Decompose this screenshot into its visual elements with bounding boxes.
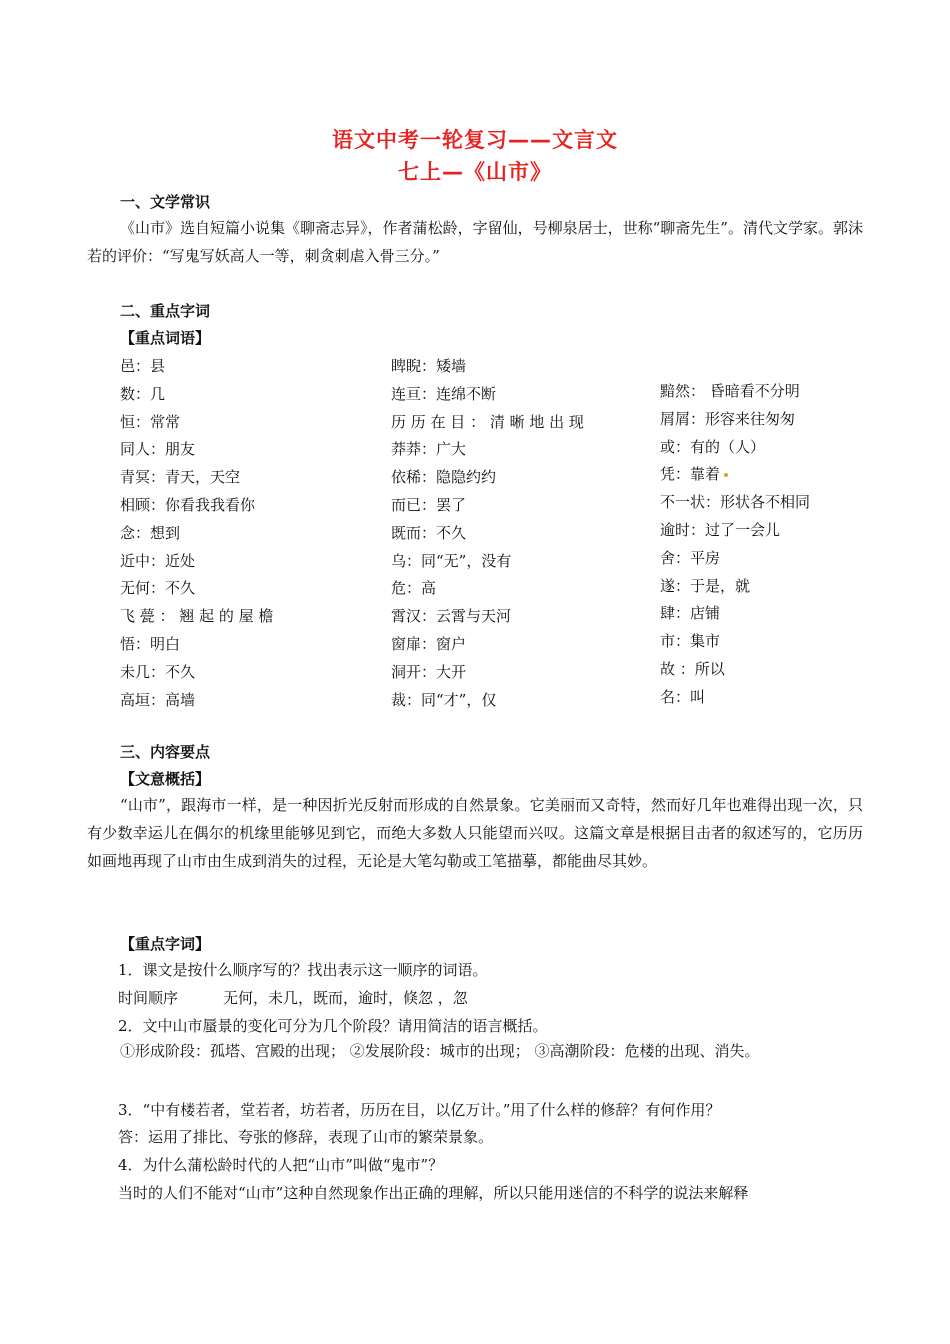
vocab-item: 不一状：形状各不相同	[660, 493, 811, 512]
vocab-item: 逾时：过了一会儿	[660, 521, 781, 539]
question-2: 2．文中山市蜃景的变化可分为几个阶段？请用简洁的语言概括。	[118, 1017, 548, 1035]
vocab-item: 裁：同“才”，仅	[391, 690, 497, 709]
vocab-item: 同人：朋友	[120, 440, 196, 459]
highlight-dot-icon	[724, 473, 728, 477]
section-heading-key-words: 二、重点字词	[120, 302, 211, 320]
vocab-item: 危：高	[391, 579, 437, 598]
vocab-item: 既而：不久	[391, 523, 467, 542]
section-heading-literary-knowledge: 一、文学常识	[120, 193, 211, 211]
vocab-item: 故 ：所以	[660, 660, 725, 678]
vocab-item: 邑：县	[120, 357, 166, 375]
vocab-item: 凭：靠着	[660, 463, 728, 484]
vocab-item: 历 历 在 目 ： 清 晰 地 出 现	[391, 412, 584, 431]
answer-4: 当时的人们不能对“山市”这种自然现象作出正确的理解，所以只能用迷信的不科学的说法来解释	[118, 1184, 749, 1202]
vocab-item: 乌：同“无”，没有	[391, 551, 512, 570]
vocab-item: 数：几	[120, 384, 166, 403]
vocab-item: 洞开：大开	[391, 662, 467, 681]
vocab-item: 舍：平房	[660, 548, 721, 567]
document-subtitle: 七上—《山市》	[398, 160, 552, 184]
vocab-item: 睥睨：矮墙	[391, 357, 467, 375]
vocab-item: 悟：明白	[120, 635, 181, 653]
subheading-key-vocabulary: 【重点词语】	[120, 329, 211, 347]
subheading-summary: 【文意概括】	[120, 770, 211, 788]
vocab-item: 市：集市	[660, 632, 721, 651]
answer-3: 答：运用了排比、夸张的修辞，表现了山市的繁荣景象。	[118, 1128, 494, 1146]
answer-1-words: 无何，未几，既而，逾时，倏忽 ，忽	[223, 989, 468, 1007]
vocab-item: 无何：不久	[120, 579, 196, 598]
vocab-item: 霄汉：云霄与天河	[391, 607, 512, 626]
subheading-key-words-questions: 【重点字词】	[120, 935, 211, 953]
vocab-item: 青冥：青天，天空	[120, 468, 241, 487]
literary-knowledge-paragraph: 《山市》选自短篇小说集《聊斋志异》，作者蒲松龄，字留仙，号柳泉居士，世称“聊斋先生”。清代文学家。郭沫若的评价：“写鬼写妖高人一等，刺贪刺虐入骨三分。”	[87, 219, 863, 265]
answer-1-label: 时间顺序	[118, 989, 179, 1007]
summary-paragraph: “山市”，跟海市一样，是一种因折光反射而形成的自然景象。它美丽而又奇特，然而好几年也难得出现一次，只有少数幸运儿在偶尔的机缘里能够见到它，而绝大多数人只能望而兴叹。这篇文章是根据目击者的叙述写的，它历历如画地再现了山市由生成到消失的过程，无论是大笔勾勒或工笔描摹，都能曲尽其妙。	[87, 796, 863, 870]
vocab-item: 连亘：连绵不断	[391, 384, 497, 403]
question-1: 1．课文是按什么顺序写的？找出表示这一顺序的词语。	[118, 961, 488, 979]
answer-2: ①形成阶段：孤塔、宫殿的出现； ②发展阶段：城市的出现； ③高潮阶段：危楼的出现、消失。	[120, 1042, 760, 1060]
vocab-item: 依稀：隐隐约约	[391, 468, 497, 487]
question-3: 3．“中有楼若者，堂若者，坊若者，历历在目，以亿万计。”用了什么样的修辞？有何作用？	[118, 1101, 721, 1119]
vocab-item: 而已：罢了	[391, 496, 467, 514]
section-heading-content-points: 三、内容要点	[120, 743, 211, 761]
vocab-item: 遂：于是，就	[660, 576, 751, 595]
vocab-item: 或：有的（人）	[660, 437, 766, 456]
vocab-item: 飞 甍 ： 翘 起 的 屋 檐	[120, 607, 274, 626]
vocab-item: 肆：店铺	[660, 604, 721, 623]
vocab-item: 念：想到	[120, 523, 181, 542]
vocab-item: 相顾：你看我我看你	[120, 496, 256, 514]
vocab-item: 莽莽：广大	[391, 440, 467, 459]
vocab-item: 高垣：高墙	[120, 690, 196, 709]
vocab-item: 屑屑：形容来往匆匆	[660, 409, 796, 428]
document-title: 语文中考一轮复习——文言文	[332, 128, 618, 152]
vocab-item: 名：叫	[660, 687, 706, 706]
vocab-item: 未几：不久	[120, 662, 196, 681]
vocab-item: 恒：常常	[120, 412, 181, 431]
vocab-item: 黯然： 昏暗看不分明	[660, 382, 800, 400]
vocab-item: 近中：近处	[120, 551, 196, 570]
question-4: 4．为什么蒲松龄时代的人把“山市”叫做“鬼市”？	[118, 1156, 444, 1174]
vocab-item: 窗扉：窗户	[391, 635, 467, 653]
